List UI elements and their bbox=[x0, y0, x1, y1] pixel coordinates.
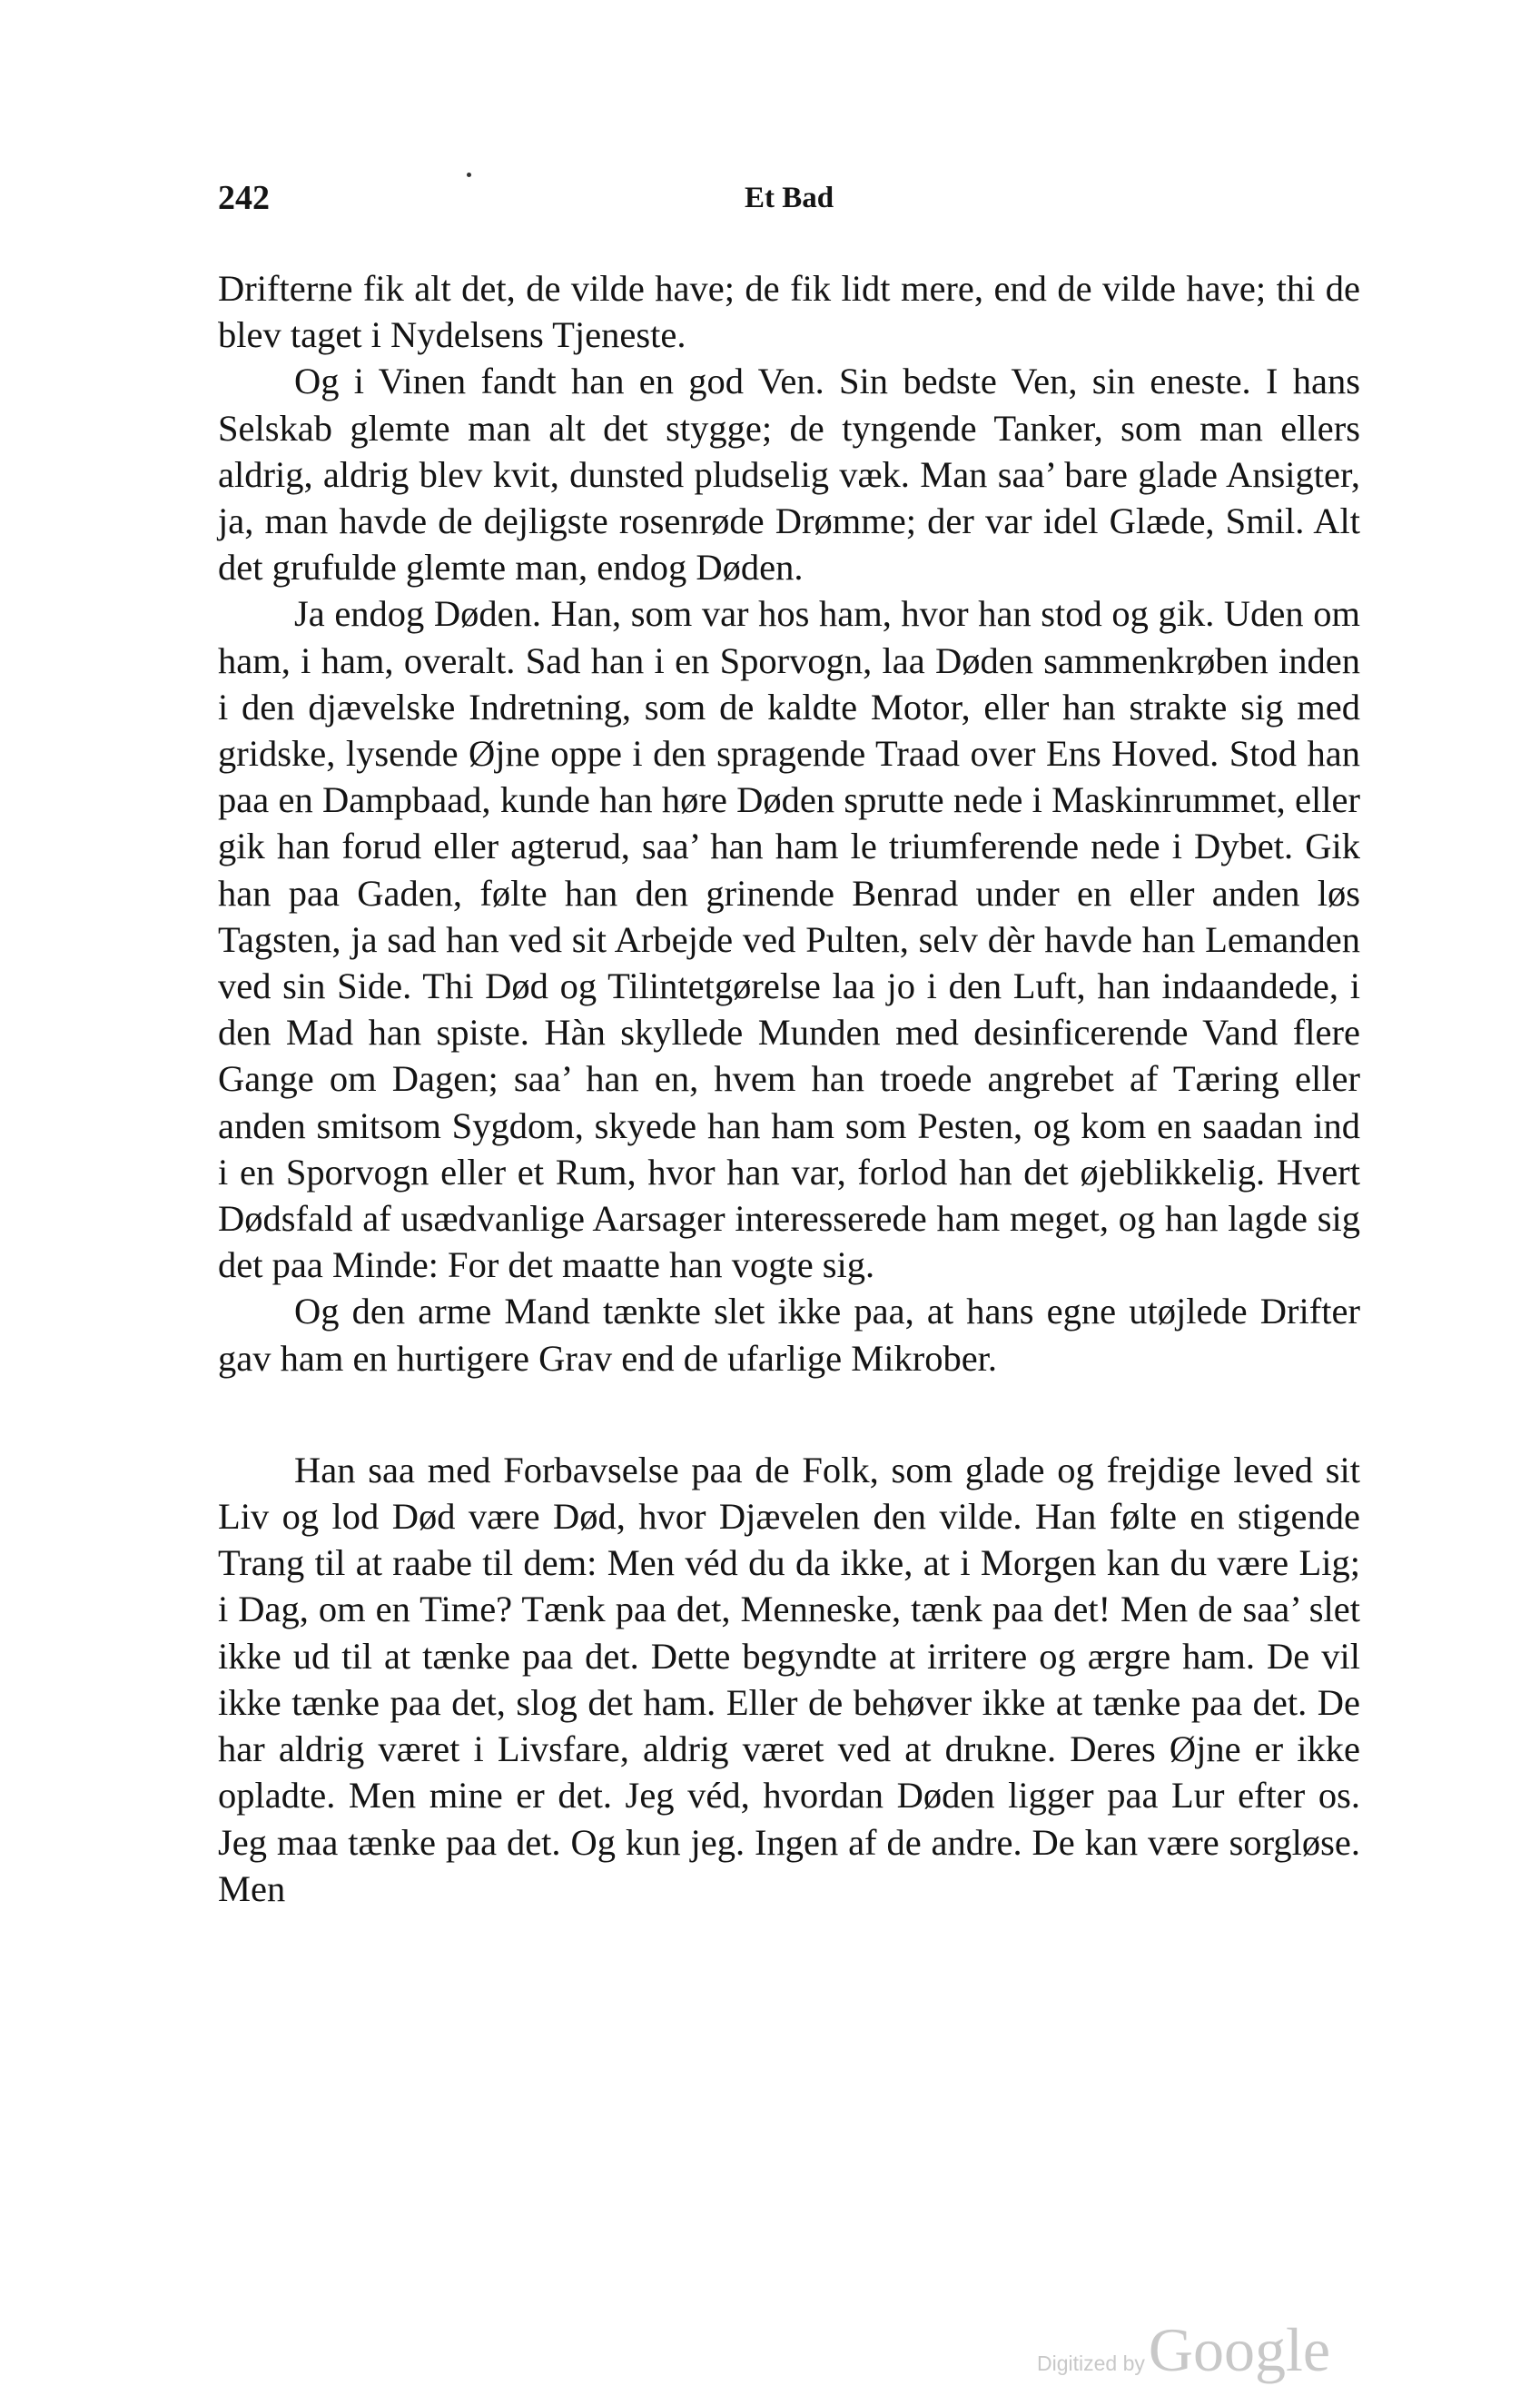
section-break bbox=[218, 1381, 1360, 1447]
page-number: 242 bbox=[218, 179, 270, 217]
digitized-watermark bbox=[1037, 2314, 1382, 2384]
paragraph: Ja endog Døden. Han, som var hos ham, hvor han stod og gik. Uden om ham, i ham, overalt. Sad han i en Sporvogn, laa Døden sammenkrøben inden i den djævelske Indretning, som de kaldte Motor, eller han strakte sig med gridske, lysende Øjne oppe i den spragende Traad over Ens Hoved. Stod han paa en Dampbaad, kunde han høre Døden sprutte nede i Maskinrummet, eller gik han forud eller agterud, saa’ han ham le triumferende nede i Dybet. Gik han paa Gaden, følte han den grinende Benrad under en eller anden løs Tagsten, ja sad han ved sit Arbejde ved Pulten, selv dèr havde han Lemanden ved sin Side. Thi Død og Tilintetgørelse laa jo i den Luft, han indaandede, i den Mad han spiste. Hàn skyllede Munden med desinficerende Vand flere Gange om Dagen; saa’ han en, hvem han troede angrebet af Tæring eller anden smitsom Sygdom, skyede han ham som Pesten, og kom en saadan ind i en Sporvogn eller et Rum, hvor han var, forlod han det øjeblikkelig. Hvert Dødsfald af usædvanlige Aarsager interesserede ham meget, og han lagde sig det paa Minde: For det maatte han vogte sig. bbox=[218, 593, 1360, 1286]
digitized-by-text: Digitized by bbox=[1037, 2351, 1145, 2375]
google-logo-text: Google bbox=[1148, 2315, 1331, 2384]
paragraph: Han saa med Forbavselse paa de Folk, som glade og frejdige leved sit Liv og lod Død være Død, hvor Djævelen den vilde. Han følte en stigende Trang til at raabe til dem: Men véd du da ikke, at i Morgen kan du være Lig; i Dag, om en Time? Tænk paa det, Menneske, tænk paa det! Men de saa’ slet ikke ud til at tænke paa det. Dette begyndte at irritere og ærgre ham. De vil ikke tænke paa det, slog det ham. Eller de behøver ikke at tænke paa det. De har aldrig været i Livsfare, aldrig været ved at drukne. Deres Øjne er ikke opladte. Men mine er det. Jeg véd, hvordan Døden ligger paa Lur efter os. Jeg maa tænke paa det. Og kun jeg. Ingen af de andre. De kan være sorgløse. Men bbox=[218, 1449, 1360, 1909]
body-text bbox=[218, 265, 1360, 1912]
running-head: Et Bad bbox=[744, 182, 834, 214]
paragraph: Og i Vinen fandt han en god Ven. Sin bedste Ven, sin eneste. I hans Selskab glemte man alt det stygge; de tyngende Tanker, som man ellers aldrig, aldrig blev kvit, dunsted pludselig væk. Man saa’ bare glade Ansigter, ja, man havde de dejligste rosenrøde Drømme; der var idel Glæde, Smil. Alt det grufulde glemte man, endog Døden. bbox=[218, 361, 1360, 589]
print-speck bbox=[467, 173, 471, 177]
paragraph: Drifterne fik alt det, de vilde have; de fik lidt mere, end de vilde have; thi de blev taget i Nydelsens Tjeneste. bbox=[218, 268, 1360, 356]
paragraph: Og den arme Mand tænkte slet ikke paa, at hans egne utøjlede Drifter gav ham en hurtigere Grav end de ufarlige Mikrober. bbox=[218, 1291, 1360, 1379]
page-header bbox=[218, 178, 1360, 229]
